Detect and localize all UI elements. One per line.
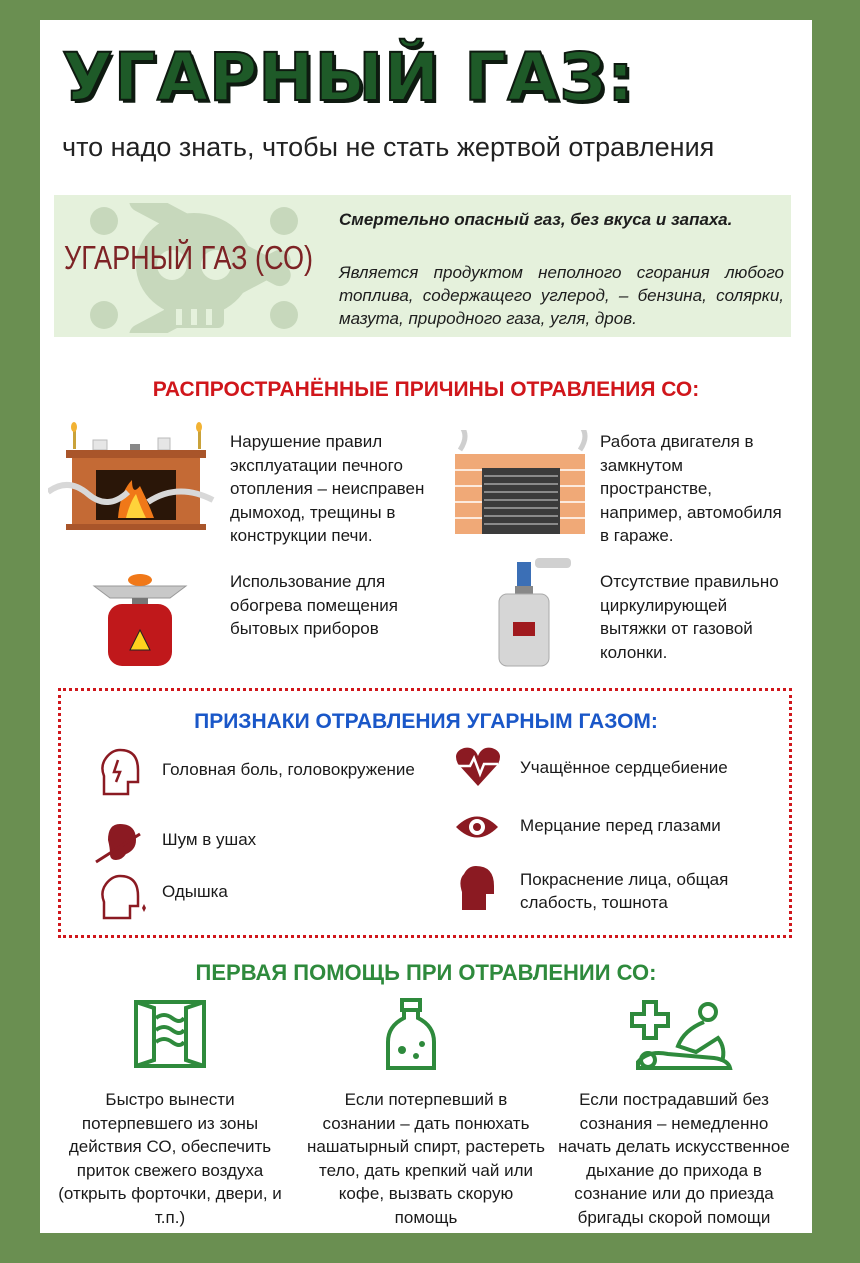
eye-icon — [454, 812, 500, 842]
sign-text-2: Учащённое сердцебиение — [520, 758, 728, 777]
co-description: Является продуктом неполного сгорания любого топлива, содержащего углерод, – бензина, солярки, мазута, природного газа, угля, дров. — [339, 263, 784, 328]
co-label: УГАРНЫЙ ГАЗ (СО) — [64, 239, 314, 276]
causes-heading: РАСПРОСТРАНЁННЫЕ ПРИЧИНЫ ОТРАВЛЕНИЯ СО: — [152, 378, 700, 401]
shortness-of-breath-icon — [98, 872, 148, 922]
co-lead-text: Смертельно опасный газ, без вкуса и запаха. — [339, 210, 733, 229]
sign-text-3: Шум в ушах — [162, 830, 257, 849]
signs-heading: ПРИЗНАКИ ОТРАВЛЕНИЯ УГАРНЫМ ГАЗОМ: — [194, 710, 658, 733]
co-info-box — [54, 195, 791, 337]
page-title: УГАРНЫЙ ГАЗ: — [62, 39, 635, 116]
ammonia-bottle-icon — [384, 998, 438, 1072]
cause-text-2: Работа двигателя в замкнутом пространстве, например, автомобиля в гараже. — [600, 432, 782, 545]
sign-text-6: Покраснение лица, общая слабость, тошнота — [520, 870, 729, 912]
sign-text-4: Мерцание перед глазами — [520, 816, 721, 835]
gas-boiler-icon — [495, 556, 575, 668]
face-redness-icon — [458, 864, 498, 912]
gas-heater-icon — [90, 570, 190, 670]
cpr-icon — [618, 1000, 738, 1074]
heartbeat-icon — [454, 746, 502, 788]
first-aid-text-1: Быстро вынести потерпевшего из зоны действия СО, обеспечить приток свежего воздуха (открыть форточки, двери, и т.п.) — [58, 1090, 282, 1227]
page-subtitle: что надо знать, чтобы не стать жертвой отравления — [62, 132, 715, 162]
first-aid-heading: ПЕРВАЯ ПОМОЩЬ ПРИ ОТРАВЛЕНИИ СО: — [195, 960, 657, 985]
sign-text-1: Головная боль, головокружение — [162, 760, 415, 779]
ear-noise-icon — [92, 820, 144, 866]
first-aid-text-3: Если пострадавший без сознания – немедленно начать делать искусственное дыхание до прихода в сознание или до приезда бригады скорой помощи — [558, 1090, 790, 1227]
garage-icon — [450, 430, 590, 536]
headache-icon — [98, 746, 142, 798]
cause-text-4: Отсутствие правильно циркулирующей вытяжки от газовой колонки. — [600, 572, 779, 662]
first-aid-text-2: Если потерпевший в сознании – дать понюхать нашатырный спирт, растереть тело, дать крепкий чай или кофе, вызвать скорую помощь — [307, 1090, 545, 1227]
poster — [40, 20, 812, 1233]
sign-text-5: Одышка — [162, 882, 228, 901]
fireplace-icon — [48, 422, 218, 532]
cause-text-1: Нарушение правил эксплуатации печного отопления – неисправен дымоход, трещины в конструкции печи. — [230, 432, 425, 545]
cause-text-3: Использование для обогрева помещения бытовых приборов — [230, 572, 398, 638]
open-window-icon — [134, 998, 206, 1070]
